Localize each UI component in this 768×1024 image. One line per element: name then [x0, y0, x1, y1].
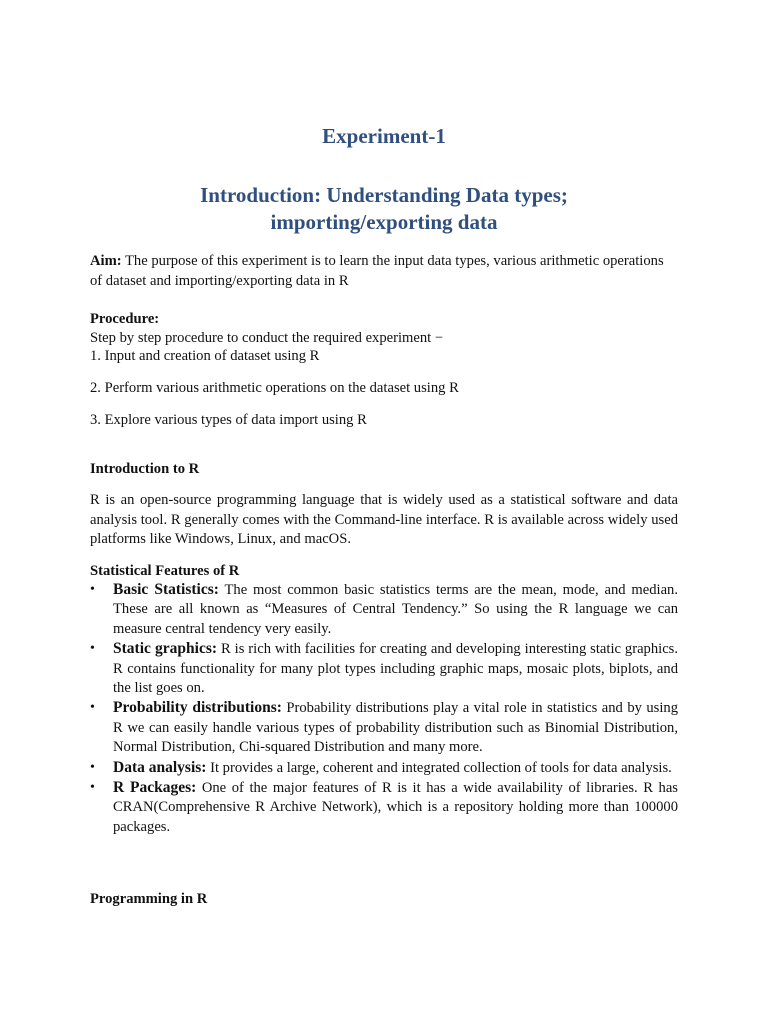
- bullet-icon: •: [90, 700, 95, 716]
- aim-text: The purpose of this experiment is to learn the input data types, various arithmetic operations of dataset and importing/exporting data in R: [90, 253, 664, 289]
- bullet-icon: •: [90, 641, 95, 657]
- list-item: [90, 580, 678, 639]
- experiment-title: Experiment-1: [322, 124, 446, 148]
- intro-r-paragraph: R is an open-source programming language that is widely used as a statistical software and data analysis tool. R generally comes with the Command-line interface. R is available across widely used platforms like Windows, Linux, and macOS.: [90, 492, 678, 547]
- procedure-heading: Procedure:: [90, 311, 160, 327]
- programming-heading: Programming in R: [90, 891, 208, 907]
- feature-label: Static graphics:: [113, 640, 218, 658]
- subtitle-line-2: importing/exporting data: [270, 210, 498, 234]
- feature-text: It provides a large, coherent and integrated collection of tools for data analysis.: [206, 759, 672, 776]
- procedure-intro: Step by step procedure to conduct the required experiment −: [90, 330, 444, 346]
- bullet-icon: •: [90, 582, 95, 597]
- procedure-step: 2. Perform various arithmetic operations on the dataset using R: [90, 380, 459, 396]
- list-item: [90, 698, 678, 757]
- feature-label: Basic Statistics:: [113, 581, 219, 598]
- feature-label: Probability distributions:: [113, 699, 282, 717]
- subtitle-line-1: Introduction: Understanding Data types;: [200, 183, 568, 207]
- list-item: [90, 639, 678, 698]
- feature-text: Probability distributions play a vital role in statistics and by using R we can easily handle various types of probability distribution such as Binomial Distribution, Normal Distribution, Chi-squared Distribution and many more.: [113, 700, 679, 756]
- feature-text: R is rich with facilities for creating and developing interesting static graphics. R contains functionality for many plot types including graphic maps, mosaic plots, biplots, and the list goes on.: [113, 641, 678, 697]
- procedure-step: 3. Explore various types of data import using R: [90, 412, 367, 428]
- list-item: [90, 778, 678, 837]
- features-list: [90, 580, 678, 837]
- bullet-icon: •: [90, 759, 95, 775]
- aim-paragraph: [90, 252, 678, 291]
- feature-label: R Packages:: [113, 779, 197, 797]
- features-heading: Statistical Features of R: [90, 563, 240, 579]
- intro-r-heading: Introduction to R: [90, 461, 200, 477]
- experiment-subtitle: [90, 182, 678, 236]
- feature-label: Data analysis:: [113, 758, 207, 776]
- feature-text: One of the major features of R is it has a wide availability of libraries. R has CRAN(Comprehensive R Archive Network), which is a repository holding more than 100000 packages.: [113, 780, 678, 835]
- list-item: [90, 758, 678, 778]
- aim-label: Aim:: [90, 253, 122, 269]
- bullet-icon: •: [90, 780, 95, 796]
- procedure-step: 1. Input and creation of dataset using R: [90, 348, 320, 364]
- feature-text: The most common basic statistics terms are the mean, mode, and median. These are all known as “Measures of Central Tendency.” So using the R language we can measure central tendency very easily.: [113, 582, 678, 637]
